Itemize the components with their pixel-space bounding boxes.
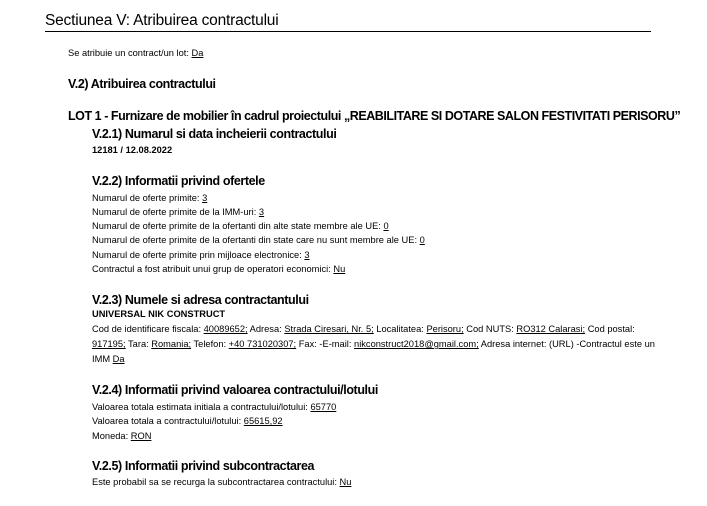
postal-code: 917195; <box>92 339 126 349</box>
v21-heading: V.2.1) Numarul si data incheierii contractului <box>92 127 337 141</box>
phone: +40 731020307; <box>228 339 297 349</box>
address: Strada Ciresari, Nr. 5; <box>284 324 374 334</box>
offers-row-label: Numarul de oferte primite de la ofertanti din state care nu sunt membre ale UE: <box>92 235 418 245</box>
offers-row-value: Nu <box>333 264 346 274</box>
offers-row <box>92 219 389 233</box>
country: Romania; <box>151 339 192 349</box>
contractor-name: UNIVERSAL NIK CONSTRUCT <box>92 309 226 319</box>
offers-row-value: 3 <box>202 193 208 203</box>
value-row-label: Valoarea totala estimata initiala a contractului/lotului: <box>92 402 308 412</box>
offers-row-label: Numarul de oferte primite de la ofertanti din alte state membre ale UE: <box>92 221 381 231</box>
offers-row-label: Numarul de oferte primite de la IMM-uri: <box>92 207 257 217</box>
fiscal-code-label: Cod de identificare fiscala: <box>92 324 202 334</box>
value-row <box>92 400 336 414</box>
offers-row <box>92 262 345 276</box>
value-row-label: Moneda: <box>92 431 129 441</box>
lot-question-label: Se atribuie un contract/un lot: <box>68 48 189 58</box>
v24-heading: V.2.4) Informatii privind valoarea contractului/lotului <box>92 383 378 397</box>
country-label: Tara: <box>128 339 149 349</box>
nuts-code: RO312 Calarasi; <box>516 324 586 334</box>
offers-row <box>92 191 207 205</box>
offers-row-value: 3 <box>258 207 265 217</box>
postal-code-label: Cod postal: <box>587 324 635 334</box>
v23-heading: V.2.3) Numele si adresa contractantului <box>92 293 309 307</box>
email: nikconstruct2018@gmail.com; <box>354 339 479 349</box>
offers-row-label: Numarul de oferte primite: <box>92 193 200 203</box>
value-row-value: RON <box>130 431 152 441</box>
locality-label: Localitatea: <box>376 324 424 334</box>
offers-row-label: Numarul de oferte primite prin mijloace electronice: <box>92 250 302 260</box>
nuts-label: Cod NUTS: <box>466 324 514 334</box>
v25-heading: V.2.5) Informatii privind subcontractarea <box>92 459 315 473</box>
locality: Perisoru; <box>426 324 464 334</box>
offers-row-value: 0 <box>383 221 389 231</box>
offers-row-label: Contractul a fost atribuit unui grup de operatori economici: <box>92 264 331 274</box>
v22-heading: V.2.2) Informatii privind ofertele <box>92 174 265 188</box>
fax-email-label: Fax: -E-mail: <box>298 339 352 349</box>
value-row-value: 65615,92 <box>243 416 283 426</box>
value-row-value: 65770 <box>310 402 337 412</box>
section-title: Sectiunea V: Atribuirea contractului <box>45 12 651 32</box>
value-row-label: Valoarea totala a contractului/lotului: <box>92 416 242 426</box>
offers-row <box>92 233 425 247</box>
value-row <box>92 429 151 443</box>
phone-label: Telefon: <box>193 339 227 349</box>
lot-title: LOT 1 - Furnizare de mobilier în cadrul proiectului „REABILITARE SI DOTARE SALON FESTIVITATI PERISORU” <box>68 109 681 123</box>
subcontracting-value: Nu <box>339 477 352 487</box>
subcontracting-row <box>92 475 351 489</box>
offers-row <box>92 248 310 262</box>
address-label: Adresa: <box>249 324 282 334</box>
internet-imm-label: Adresa internet: (URL) -Contractul este un IMM <box>92 339 655 364</box>
v2-heading: V.2) Atribuirea contractului <box>68 77 216 91</box>
fiscal-code: 40089652; <box>203 324 248 334</box>
offers-row-value: 0 <box>419 235 425 245</box>
lot-question <box>68 46 203 60</box>
value-row <box>92 414 283 428</box>
contract-number-date: 12181 / 12.08.2022 <box>92 145 173 155</box>
offers-row-value: 3 <box>304 250 310 260</box>
offers-row <box>92 205 264 219</box>
contractor-address-block <box>92 322 662 367</box>
imm-value: Da <box>112 354 125 364</box>
subcontracting-label: Este probabil sa se recurga la subcontractarea contractului: <box>92 477 337 487</box>
lot-question-value: Da <box>191 48 204 58</box>
